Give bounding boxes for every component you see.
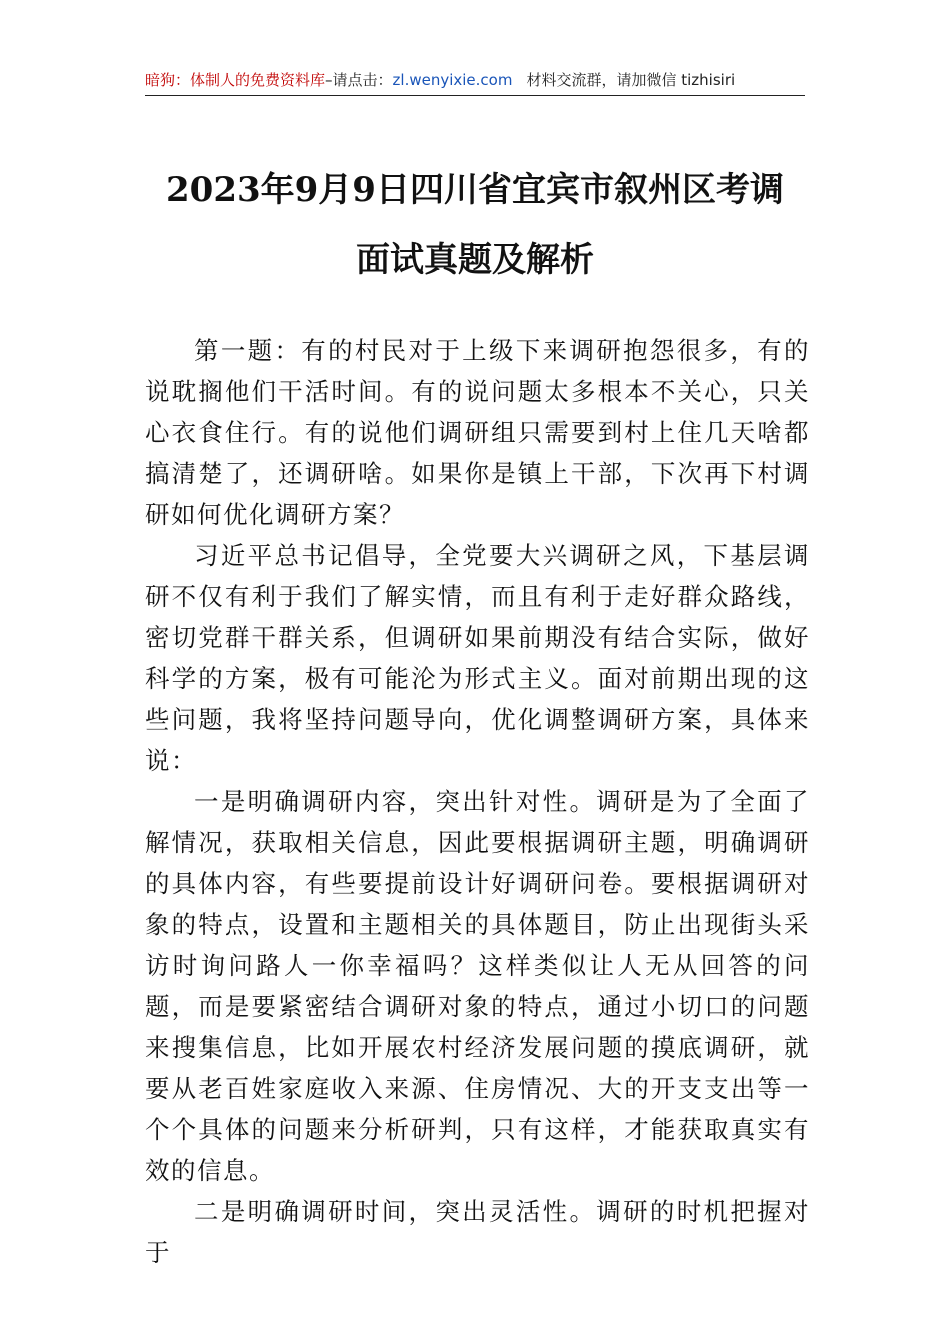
header-brand: 暗狗：体制人的免费资料库 [145,71,326,89]
document-body [145,330,810,1273]
header-click-label: –请点击： [325,71,393,89]
paragraph-point-two: 二是明确调研时间，突出灵活性。调研的时机把握对于 [145,1197,810,1267]
paragraph-question: 第一题：有的村民对于上级下来调研抱怨很多，有的说耽搁他们干活时间。有的说问题太多根本不关心，只关心衣食住行。有的说他们调研组只需要到村上住几天啥都搞清楚了，还调研啥。如果你是镇上干部，下次再下村调研如何优化调研方案？ [145,336,810,529]
header-url-link[interactable]: zl.wenyixie.com [392,70,513,89]
document-title-line-2: 面试真题及解析 [356,240,594,280]
paragraph-point-one: 一是明确调研内容，突出针对性。调研是为了全面了解情况，获取相关信息，因此要根据调研主题，明确调研的具体内容，有些要提前设计好调研问卷。要根据调研对象的特点，设置和主题相关的具体题目，防止出现街头采访时询问路人一你幸福吗？这样类似让人无从回答的问题，而是要紧密结合调研对象的特点，通过小切口的问题来搜集信息，比如开展农村经济发展问题的摸底调研，就要从老百姓家庭收入来源、住房情况、大的开支支出等一个个具体的问题来分析研判，只有这样，才能获取真实有效的信息。 [145,787,810,1185]
page-header [145,68,805,96]
document-title-line-1: 2023年9月9日四川省宜宾市叙州区考调 [166,170,784,210]
header-contact: 材料交流群，请加微信 tizhisiri [526,71,736,89]
paragraph-intro: 习近平总书记倡导，全党要大兴调研之风，下基层调研不仅有利于我们了解实情，而且有利于走好群众路线，密切党群干群关系，但调研如果前期没有结合实际，做好科学的方案，极有可能沦为形式主义。面对前期出现的这些问题，我将坚持问题导向，优化调整调研方案，具体来说： [145,541,810,775]
